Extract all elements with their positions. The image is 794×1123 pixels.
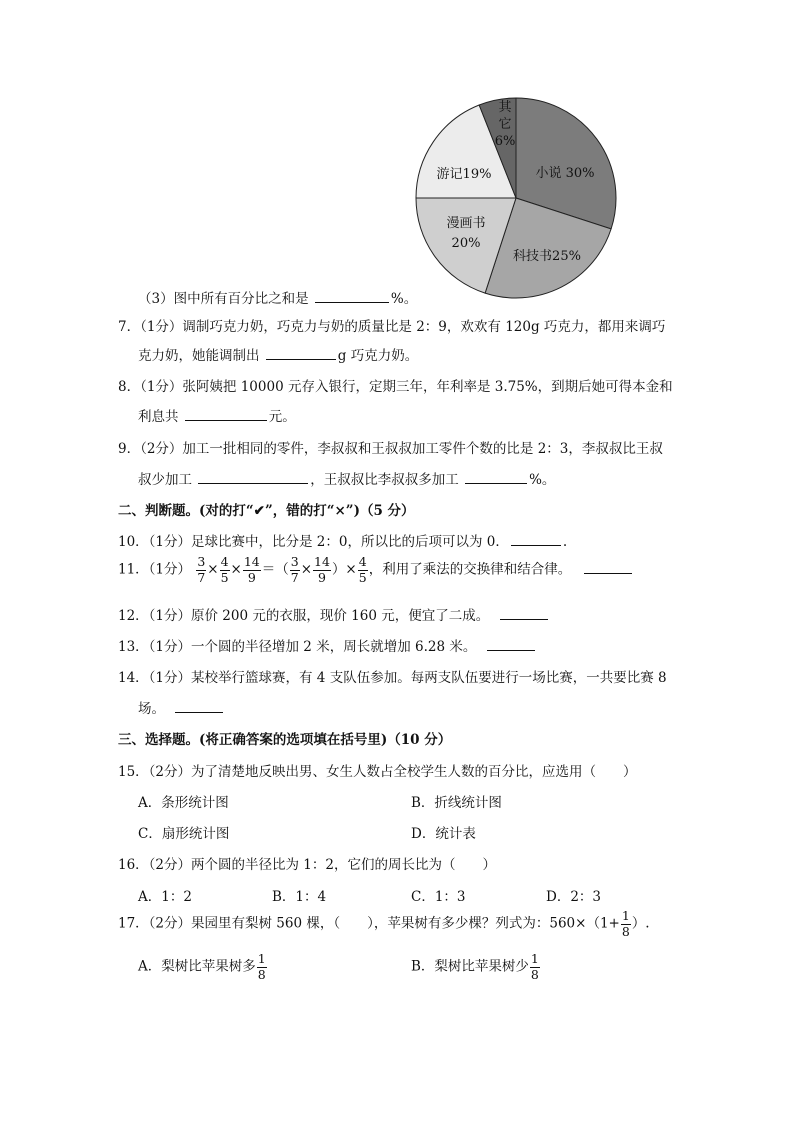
q17-option-b[interactable]: B．梨树比苹果树少 $\frac{1}{8}$ bbox=[411, 951, 539, 982]
q17-option-a[interactable]: A．梨树比苹果树多 $\frac{1}{8}$ bbox=[138, 951, 266, 982]
slice-label-comics-name: 漫画书 bbox=[446, 216, 486, 231]
answer-blank[interactable] bbox=[511, 531, 561, 546]
fraction: $\frac{1}{8}$ bbox=[621, 908, 630, 939]
q15-option-c[interactable]: C．扇形统计图 bbox=[138, 826, 230, 842]
q12: 12．（1分）原价 200 元的衣服，现价 160 元，便宜了二成。 bbox=[118, 604, 550, 624]
q17: 17．（2分）果园里有梨树 560 棵，（ ），苹果树有多少棵？列式为：560×（1+ $\frac{1}{8}$ ）. bbox=[118, 908, 650, 939]
q15: 15．（2分）为了清楚地反映出男、女生人数占全校学生人数的百分比，应选用（ ） bbox=[118, 764, 637, 780]
slice-label-comics-pct: 20% bbox=[451, 236, 481, 251]
q16-option-b[interactable]: B．1：4 bbox=[272, 889, 327, 905]
section-3-title: 三、选择题。(将正确答案的选项填在括号里)（10 分） bbox=[118, 732, 452, 748]
pie-chart bbox=[410, 95, 622, 301]
q8-line1: 8．（1分）张阿姨把 10000 元存入银行，定期三年，年利率是 3.75%，到期后她可得本金和 bbox=[118, 379, 673, 395]
answer-blank[interactable] bbox=[500, 605, 548, 620]
fraction: $\frac{4}{5}$ bbox=[220, 554, 229, 585]
answer-blank[interactable] bbox=[465, 469, 527, 484]
answer-blank[interactable] bbox=[487, 636, 535, 651]
q15-option-a[interactable]: A．条形统计图 bbox=[138, 795, 229, 811]
answer-blank[interactable] bbox=[185, 406, 267, 421]
fraction: $\frac{3}{7}$ bbox=[197, 554, 206, 585]
fraction: $\frac{1}{8}$ bbox=[530, 951, 539, 982]
slice-label-novel: 小说 30% bbox=[535, 166, 595, 181]
q14-line1: 14．（1分）某校举行篮球赛，有 4 支队伍参加。每两支队伍要进行一场比赛，一共要比赛 8 bbox=[118, 670, 667, 686]
q16-option-c[interactable]: C．1：3 bbox=[411, 889, 466, 905]
answer-blank[interactable] bbox=[266, 345, 336, 360]
slice-label-other-2: 它 bbox=[498, 117, 512, 132]
slice-label-other-pct: 6% bbox=[494, 134, 516, 149]
q14-line2: 场。 bbox=[138, 697, 225, 717]
fraction: $\frac{14}{9}$ bbox=[243, 554, 260, 585]
answer-blank[interactable] bbox=[175, 698, 223, 713]
slice-label-other-1: 其 bbox=[498, 100, 512, 115]
slice-label-science: 科技书25% bbox=[513, 249, 581, 264]
q15-option-d[interactable]: D．统计表 bbox=[411, 826, 476, 842]
q16-option-a[interactable]: A．1：2 bbox=[138, 889, 192, 905]
fraction: $\frac{4}{5}$ bbox=[358, 554, 367, 585]
section-2-title: 二、判断题。(对的打“✔”，错的打“×”)（5 分） bbox=[118, 503, 415, 519]
fraction: $\frac{3}{7}$ bbox=[290, 554, 299, 585]
q6-sub3: （3）图中所有百分比之和是 %。 bbox=[138, 287, 417, 307]
q11: 11．（1分） $\frac{3}{7}$ × $\frac{4}{5}$ × $\frac{14}{9}$ ＝（ $\frac{3}{7}$ × $\frac{14}{9}$ ）× $\frac{4}{5}$ ，利用了乘法的交换律和结合律。 bbox=[118, 556, 634, 584]
q13: 13．（1分）一个圆的半径增加 2 米，周长就增加 6.28 米。 bbox=[118, 635, 537, 655]
q7-line2: 克力奶，她能调制出 g 巧克力奶。 bbox=[138, 344, 418, 364]
q16-option-d[interactable]: D．2：3 bbox=[546, 889, 602, 905]
q7-line1: 7．（1分）调制巧克力奶，巧克力与奶的质量比是 2：9，欢欢有 120g 巧克力，都用来调巧 bbox=[118, 319, 666, 335]
q8-line2: 利息共 元。 bbox=[138, 405, 296, 425]
q9-line1: 9．（2分）加工一批相同的零件，李叔叔和王叔叔加工零件个数的比是 2：3，李叔叔比王叔 bbox=[118, 441, 663, 457]
fraction: $\frac{14}{9}$ bbox=[314, 554, 330, 585]
q15-option-b[interactable]: B．折线统计图 bbox=[411, 795, 502, 811]
fraction: $\frac{1}{8}$ bbox=[257, 951, 266, 982]
answer-blank[interactable] bbox=[198, 469, 308, 484]
q16: 16．（2分）两个圆的半径比为 1：2，它们的周长比为（ ） bbox=[118, 857, 496, 873]
answer-blank[interactable] bbox=[584, 559, 632, 574]
q9-line2: 叔少加工 ，王叔叔比李叔叔多加工 %。 bbox=[138, 468, 555, 488]
answer-blank[interactable] bbox=[315, 288, 389, 303]
slice-label-travel: 游记19% bbox=[436, 167, 492, 182]
q10: 10．（1分）足球比赛中，比分是 2：0，所以比的后项可以为 0． . bbox=[118, 530, 567, 550]
